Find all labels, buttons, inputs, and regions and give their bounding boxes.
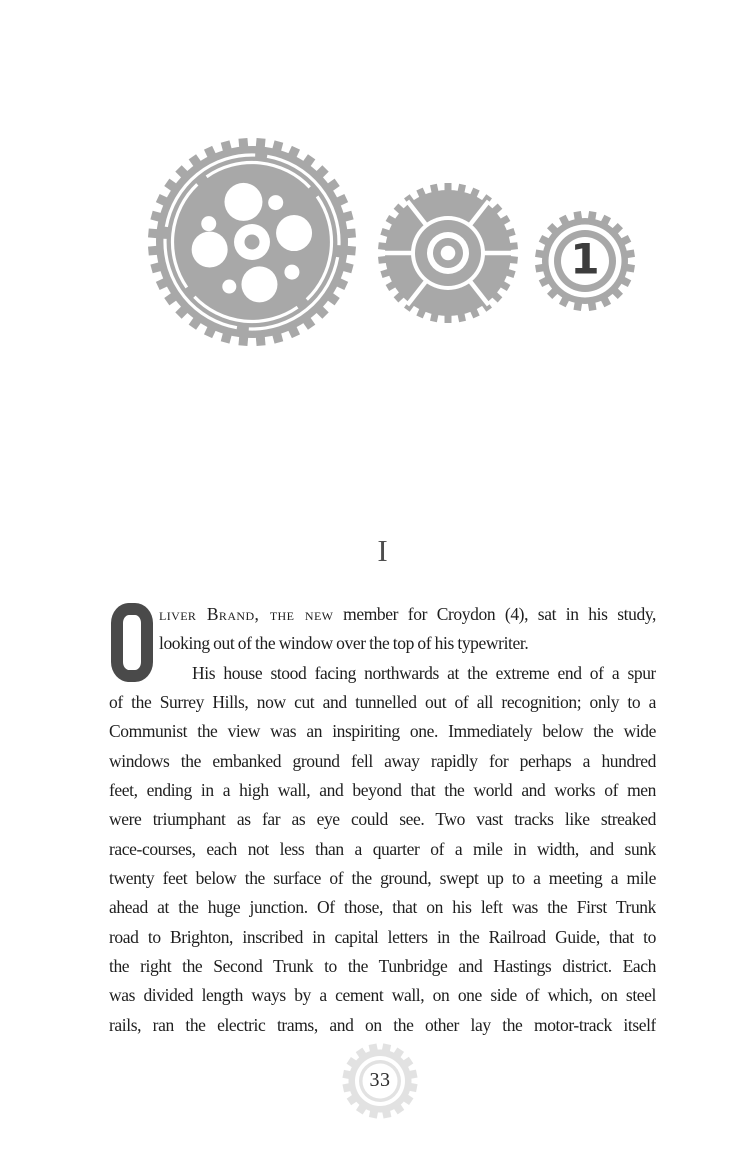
chapter-heading: I <box>377 533 388 568</box>
text-line: windows the embanked ground fell away rapidly for perhaps a hundred <box>109 750 656 771</box>
text-line: twenty feet below the surface of the ground, swept up to a meeting a mile <box>109 868 656 889</box>
chapter-gears-decoration <box>0 0 750 370</box>
text-line: feet, ending in a high wall, and beyond that the world and works of men <box>109 780 656 801</box>
small-caps-lead-in: liver Brand, the new <box>159 604 334 624</box>
text-line: road to Brighton, inscribed in capital letters in the Railroad Guide, that to <box>109 926 656 947</box>
text-line: rails, ran the electric trams, and on the other lay the motor-track itself <box>109 1014 656 1035</box>
text-line: was divided length ways by a cement wall, on one side of which, on steel <box>109 985 656 1006</box>
line-text: member for Croydon (4), sat in his study, <box>333 604 656 624</box>
text-line: looking out of the window over the top of his typewriter. <box>159 633 529 654</box>
page-number: 33 <box>369 1069 391 1092</box>
text-line: His house stood facing northwards at the extreme end of a spur <box>192 662 656 683</box>
text-line: were triumphant as far as eye could see. Two vast tracks like streaked <box>109 809 656 830</box>
chapter-number-in-gear: 1 <box>570 234 600 284</box>
drop-cap-letter <box>111 603 153 682</box>
text-line: of the Surrey Hills, now cut and tunnelled out of all recognition; only to a <box>109 692 656 713</box>
gear-large-icon <box>141 131 362 352</box>
gear-medium-icon <box>378 183 518 323</box>
text-line: ahead at the huge junction. Of those, that on his left was the First Trunk <box>109 897 656 918</box>
text-line: the right the Second Trunk to the Tunbridge and Hastings district. Each <box>109 956 656 977</box>
text-line: Communist the view was an inspiriting one. Immediately below the wide <box>109 721 656 742</box>
body-text <box>109 600 656 1040</box>
text-line <box>159 600 656 629</box>
text-line: race-courses, each not less than a quarter of a mile in width, and sunk <box>109 838 656 859</box>
